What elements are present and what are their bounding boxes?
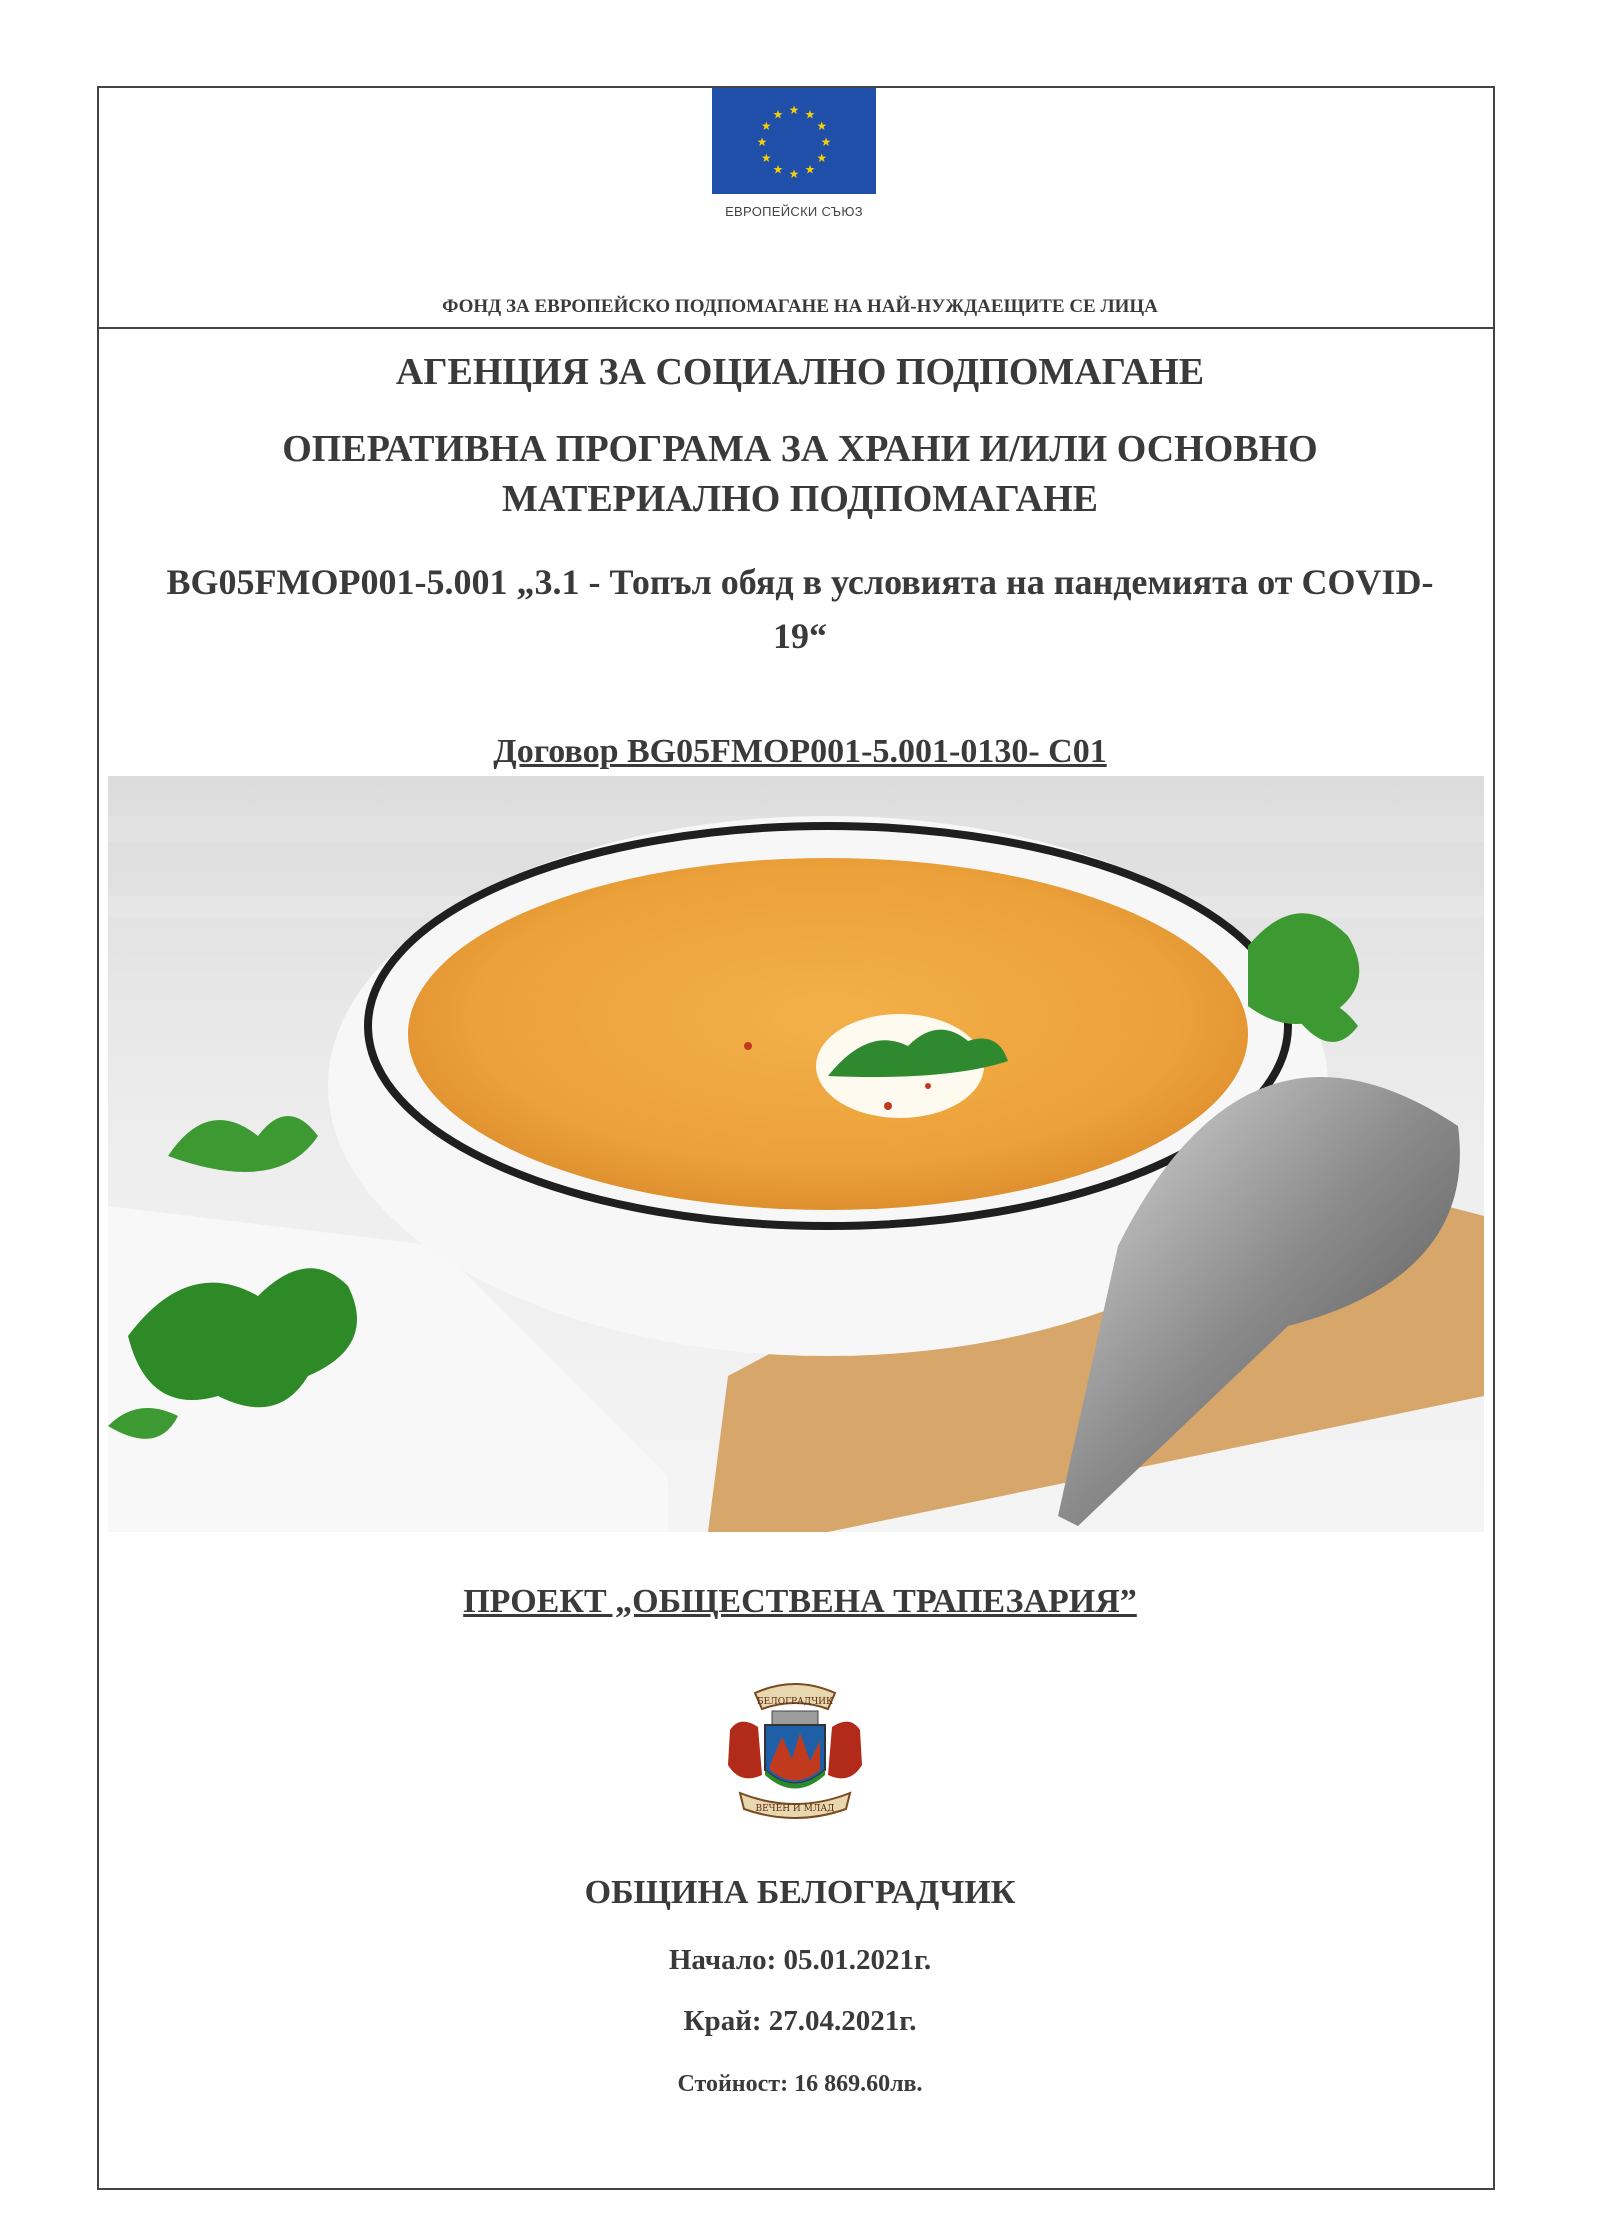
- project-cost: Стойност: 16 869.60лв.: [677, 2071, 923, 2097]
- fund-title: ФОНД ЗА ЕВРОПЕЙСКО ПОДПОМАГАНЕ НА НАЙ-НУЖДАЕЩИТЕ СЕ ЛИЦА: [442, 296, 1158, 317]
- start-date: Начало: 05.01.2021г.: [668, 1944, 932, 1976]
- agency-title: АГЕНЦИЯ ЗА СОЦИАЛНО ПОДПОМАГАНЕ: [395, 351, 1205, 393]
- eu-stars-icon: [712, 88, 876, 194]
- eu-star-icon: ★: [772, 107, 784, 122]
- crest-bottom-banner: ВЕЧЕН И МЛАД: [755, 1804, 835, 1814]
- program-title: [0, 424, 1600, 524]
- program-title-line1: ОПЕРАТИВНА ПРОГРАМА ЗА ХРАНИ И/ИЛИ ОСНОВНО: [282, 428, 1318, 470]
- eu-caption: ЕВРОПЕЙСКИ СЪЮЗ: [725, 204, 863, 219]
- eu-star-icon: ★: [788, 167, 800, 181]
- eu-star-icon: ★: [816, 151, 828, 165]
- end-date: Край: 27.04.2021г.: [683, 2005, 917, 2037]
- soup-photo: [108, 776, 1484, 1532]
- eu-logo: [712, 88, 876, 219]
- belogradchik-crest: [710, 1675, 880, 1825]
- eu-star-icon: ★: [772, 162, 784, 177]
- eu-star-icon: ★: [816, 119, 828, 133]
- header-divider: [97, 327, 1495, 329]
- crest-top-banner: БЕЛОГРАДЧИК: [757, 1697, 833, 1707]
- eu-star-icon: ★: [760, 119, 772, 133]
- eu-star-icon: ★: [804, 162, 816, 177]
- eu-star-icon: ★: [756, 135, 768, 149]
- eu-star-icon: ★: [804, 107, 816, 122]
- eu-star-icon: ★: [760, 151, 772, 165]
- eu-star-icon: ★: [788, 103, 800, 117]
- contract-number: Договор BG05FMOP001-5.001-0130- C01: [493, 733, 1107, 770]
- municipality-name: ОБЩИНА БЕЛОГРАДЧИК: [584, 1874, 1016, 1911]
- project-code: BG05FMOP001-5.001 „3.1 - Топъл обяд в условията на пандемията от COVID-19“: [166, 562, 1434, 656]
- project-name: ПРОЕКТ „ОБЩЕСТВЕНА ТРАПЕЗАРИЯ”: [463, 1583, 1137, 1620]
- eu-flag: [712, 88, 876, 194]
- program-title-line2: МАТЕРИАЛНО ПОДПОМАГАНЕ: [502, 478, 1098, 520]
- eu-star-icon: ★: [820, 135, 832, 149]
